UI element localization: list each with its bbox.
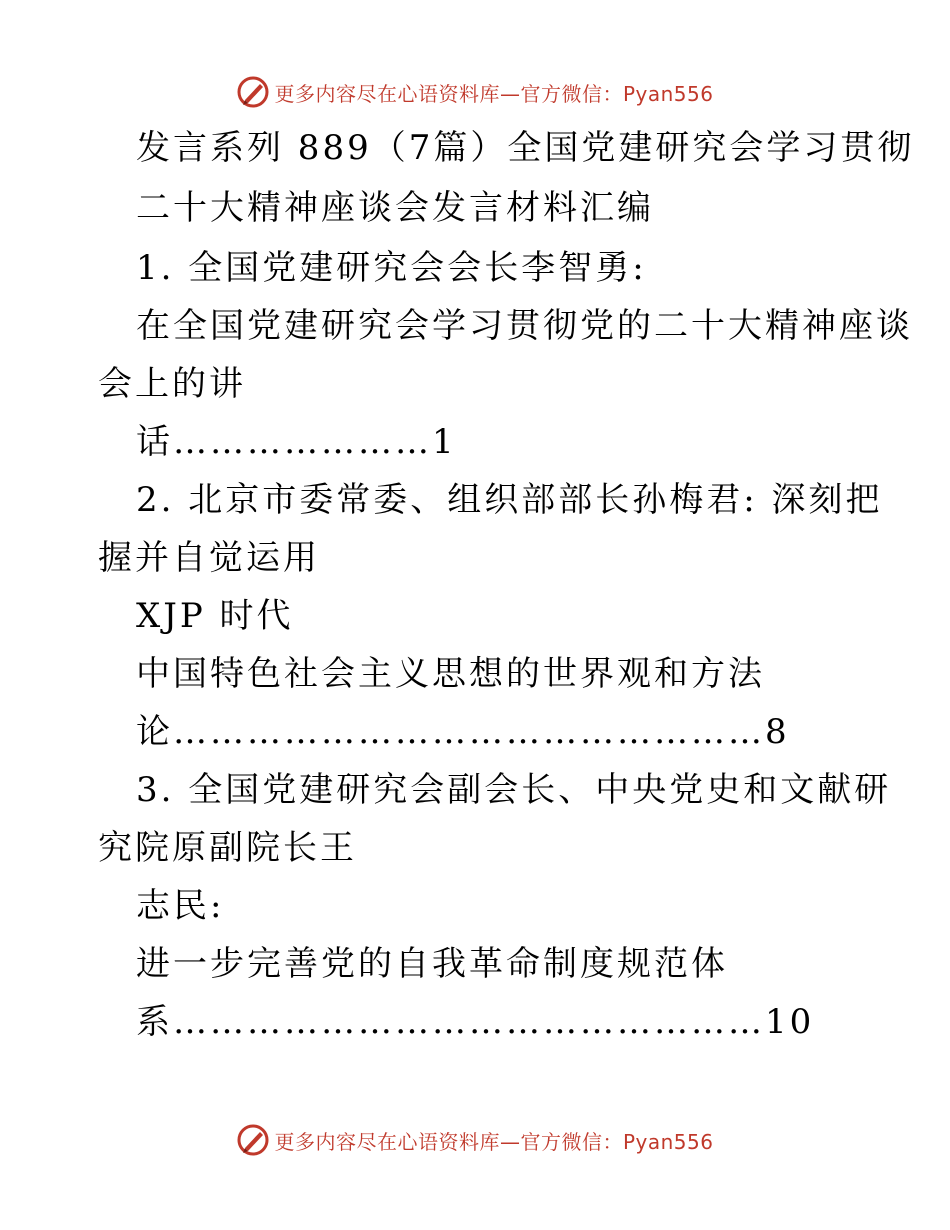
toc-entry-1-page: 话…………………1 xyxy=(136,422,457,462)
toc-entry-3-heading-c: 志民: xyxy=(136,886,225,926)
toc-entry-2-heading: 2. 北京市委常委、组织部部长孙梅君: 深刻把 xyxy=(136,480,883,520)
toc-entry-1-heading: 1. 全国党建研究会会长李智勇: xyxy=(136,248,647,288)
toc-entry-3-title: 进一步完善党的自我革命制度规范体 xyxy=(136,944,728,984)
toc-entry-2-title-b: 中国特色社会主义思想的世界观和方法 xyxy=(136,654,765,694)
toc-entry-2-title-a: XJP 时代 xyxy=(136,596,294,636)
title-line-2: 二十大精神座谈会发言材料汇编 xyxy=(136,188,654,228)
banner-text: 更多内容尽在心语资料库—官方微信：Pyan556 xyxy=(274,1129,714,1154)
toc-entry-2-page: 论…………………………………………8 xyxy=(136,712,790,752)
title-line-1: 发言系列 889（7篇）全国党建研究会学习贯彻 xyxy=(136,128,915,168)
red-pen-emblem-icon xyxy=(236,1123,270,1157)
toc-entry-2-heading-b: 握并自觉运用 xyxy=(98,538,320,578)
footer-banner xyxy=(0,1120,950,1160)
toc-entry-3-heading-b: 究院原副院长王 xyxy=(98,828,357,868)
toc-entry-3-heading: 3. 全国党建研究会副会长、中央党史和文献研 xyxy=(136,770,892,810)
red-pen-emblem-icon xyxy=(236,75,270,109)
toc-entry-3-page: 系…………………………………………10 xyxy=(136,1002,815,1042)
toc-entry-1-title-a: 在全国党建研究会学习贯彻党的二十大精神座谈 xyxy=(136,306,913,346)
banner-text: 更多内容尽在心语资料库—官方微信：Pyan556 xyxy=(274,81,714,106)
header-banner xyxy=(0,72,950,112)
toc-entry-1-title-b: 会上的讲 xyxy=(98,364,246,404)
